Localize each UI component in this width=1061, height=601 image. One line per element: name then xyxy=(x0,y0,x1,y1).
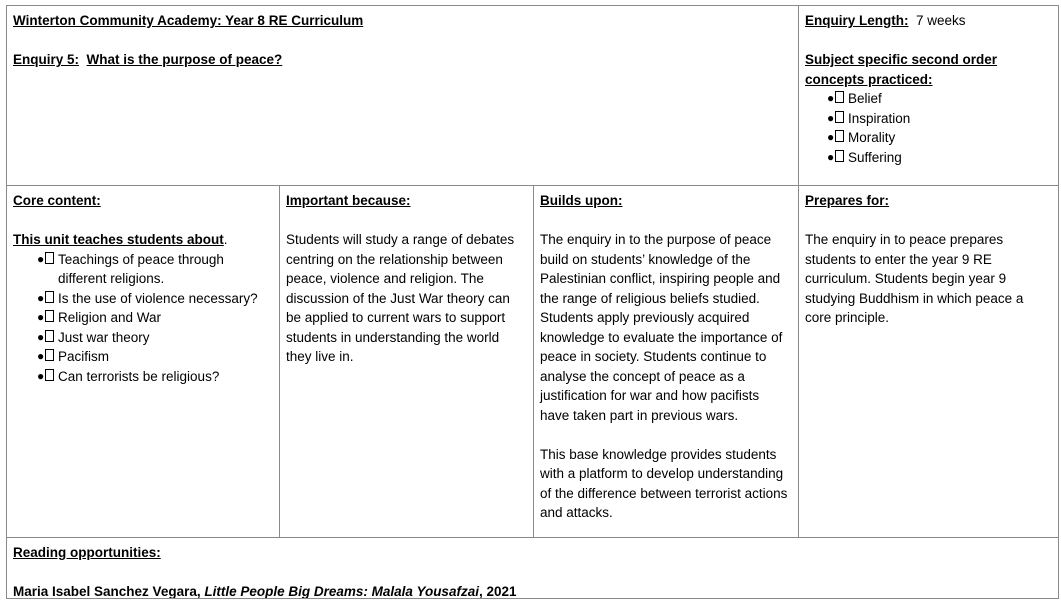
core-topics-list xyxy=(13,250,273,387)
core-content-heading: Core content: xyxy=(13,193,101,208)
bullet-icon: ● xyxy=(827,128,844,148)
enquiry-label: Enquiry 5: xyxy=(13,52,80,67)
prepares-heading: Prepares for: xyxy=(805,193,890,208)
enquiry-length-label: Enquiry Length: xyxy=(805,13,909,28)
important-heading: Important because: xyxy=(286,193,411,208)
topic-item: ● Teachings of peace through different religions. xyxy=(37,251,224,286)
important-text: Students will study a range of debates centring on the relationship between peace, violence and religion. The discussion of the Just War theory can be applied to current wars to support students in understanding the world they live in. xyxy=(286,232,515,364)
topic-item: ● Just war theory xyxy=(37,328,273,348)
core-content-cell xyxy=(6,185,280,538)
prepares-for-cell xyxy=(798,185,1059,538)
topic-item: ● Religion and War xyxy=(37,308,273,328)
important-because-cell xyxy=(279,185,534,538)
reading-year: , 2021 xyxy=(478,584,517,599)
concept-item: ● Suffering xyxy=(827,148,1052,168)
builds-upon-cell xyxy=(533,185,799,538)
reading-citation xyxy=(13,582,1052,599)
enquiry-length-value: 7 weeks xyxy=(916,13,966,28)
builds-heading: Builds upon: xyxy=(540,193,623,208)
builds-paragraph-2: This base knowledge provides students with a platform to develop understanding of the difference between terrorist actions and attacks. xyxy=(540,446,788,520)
reading-cell xyxy=(6,537,1059,599)
curriculum-title: Winterton Community Academy: Year 8 RE Curriculum xyxy=(13,13,364,28)
builds-paragraph-1: The enquiry in to the purpose of peace build on students’ knowledge of the Palestinian conflict, inspiring people and the range of religious beliefs studied. Students apply previously acquired knowledge to evaluate the importance of peace in society. Students continue to analyse the concept of peace as a justification for war and how pacifists have taken part in previous wars. xyxy=(540,232,783,423)
bullet-icon: ● xyxy=(37,250,54,270)
core-intro: This unit teaches students about. xyxy=(13,232,228,247)
bullet-icon: ● xyxy=(827,109,844,129)
bullet-icon: ● xyxy=(37,308,54,328)
prepares-text: The enquiry in to peace prepares students to enter the year 9 RE curriculum. Students begin year 9 studying Buddhism in which peace a core principle. xyxy=(805,232,1024,325)
concept-item: ● Belief xyxy=(827,89,1052,109)
enquiry-title: What is the purpose of peace? xyxy=(86,52,283,67)
concepts-list xyxy=(805,89,1052,167)
bullet-icon: ● xyxy=(37,328,54,348)
enquiry-info-cell xyxy=(798,5,1059,186)
reading-author: Maria Isabel Sanchez Vegara, xyxy=(13,584,201,599)
concept-item: ● Inspiration xyxy=(827,109,1052,129)
concept-item: ● Morality xyxy=(827,128,1052,148)
bullet-icon: ● xyxy=(37,289,54,309)
topic-item: ● Can terrorists be religious? xyxy=(37,367,273,387)
header-cell xyxy=(6,5,799,186)
reading-book-title: Little People Big Dreams: Malala Yousafzai xyxy=(204,584,479,599)
bullet-icon: ● xyxy=(37,367,54,387)
bullet-icon: ● xyxy=(37,347,54,367)
topic-item: ● Is the use of violence necessary? xyxy=(37,289,273,309)
topic-item: ● Pacifism xyxy=(37,347,273,367)
enquiry-length xyxy=(805,11,1052,31)
reading-heading: Reading opportunities: xyxy=(13,545,161,560)
bullet-icon: ● xyxy=(827,89,844,109)
concepts-heading: Subject specific second order concepts practiced: xyxy=(805,52,998,87)
bullet-icon: ● xyxy=(827,148,844,168)
enquiry-heading xyxy=(13,50,792,70)
